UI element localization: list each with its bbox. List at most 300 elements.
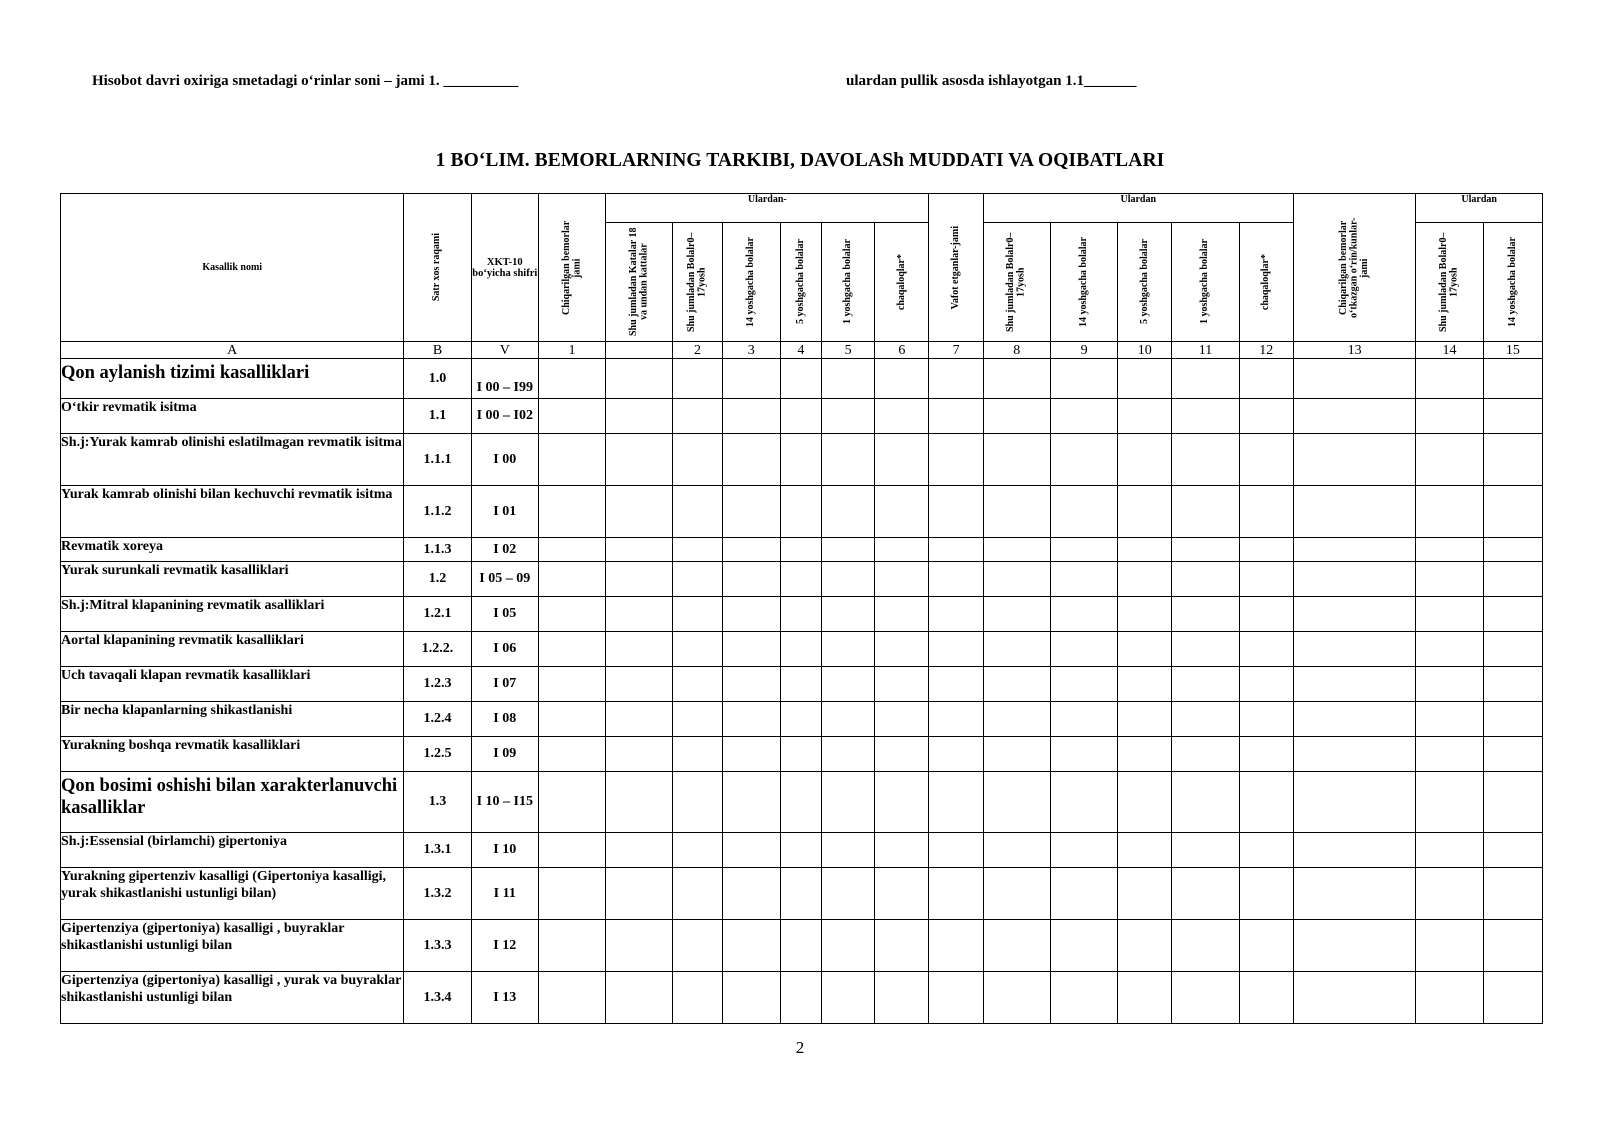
data-entry-cell[interactable] <box>983 538 1050 562</box>
data-entry-cell[interactable] <box>983 399 1050 434</box>
data-entry-cell[interactable] <box>929 632 983 667</box>
data-entry-cell[interactable] <box>1050 538 1117 562</box>
header-g1-adults <box>606 223 673 342</box>
data-entry-cell[interactable] <box>1239 538 1293 562</box>
data-entry-cell[interactable] <box>673 737 722 772</box>
data-entry-cell[interactable] <box>822 632 875 667</box>
data-entry-cell[interactable] <box>1293 833 1415 868</box>
data-entry-cell[interactable] <box>1293 632 1415 667</box>
data-entry-cell[interactable] <box>538 562 605 597</box>
data-entry-cell[interactable] <box>722 399 780 434</box>
data-entry-cell[interactable] <box>780 868 821 920</box>
data-entry-cell[interactable] <box>875 486 929 538</box>
header-discharged-total <box>538 194 605 342</box>
data-entry-cell[interactable] <box>1118 597 1172 632</box>
data-entry-cell[interactable] <box>780 833 821 868</box>
data-entry-cell[interactable] <box>606 972 673 1024</box>
icd-code-cell: I 10 <box>471 833 538 868</box>
data-entry-cell[interactable] <box>1172 868 1239 920</box>
data-entry-cell[interactable] <box>875 538 929 562</box>
data-entry-cell[interactable] <box>673 772 722 833</box>
data-entry-cell[interactable] <box>722 702 780 737</box>
data-entry-cell[interactable] <box>780 772 821 833</box>
data-entry-cell[interactable] <box>722 538 780 562</box>
data-entry-cell[interactable] <box>606 868 673 920</box>
data-entry-cell[interactable] <box>722 597 780 632</box>
data-entry-cell[interactable] <box>929 868 983 920</box>
data-entry-cell[interactable] <box>1416 702 1483 737</box>
data-entry-cell[interactable] <box>722 359 780 399</box>
data-entry-cell[interactable] <box>1293 562 1415 597</box>
data-entry-cell[interactable] <box>822 972 875 1024</box>
data-entry-cell[interactable] <box>1050 359 1117 399</box>
data-entry-cell[interactable] <box>722 667 780 702</box>
data-entry-cell[interactable] <box>1050 399 1117 434</box>
data-entry-cell[interactable] <box>673 399 722 434</box>
data-entry-cell[interactable] <box>1172 920 1239 972</box>
data-entry-cell[interactable] <box>1239 833 1293 868</box>
data-entry-cell[interactable] <box>929 772 983 833</box>
disease-name-cell: Sh.j:Yurak kamrab olinishi eslatilmagan revmatik isitma <box>61 434 404 486</box>
data-entry-cell[interactable] <box>822 562 875 597</box>
data-entry-cell[interactable] <box>722 833 780 868</box>
data-entry-cell[interactable] <box>538 972 605 1024</box>
data-entry-cell[interactable] <box>822 597 875 632</box>
data-entry-cell[interactable] <box>1239 667 1293 702</box>
header-g2-newborns-text: chaqaloqlar* <box>1260 253 1272 311</box>
data-entry-cell[interactable] <box>1483 538 1542 562</box>
data-entry-cell[interactable] <box>1172 772 1239 833</box>
data-entry-cell[interactable] <box>1483 972 1542 1024</box>
data-entry-cell[interactable] <box>1293 772 1415 833</box>
data-entry-cell[interactable] <box>1416 737 1483 772</box>
data-entry-cell[interactable] <box>780 667 821 702</box>
data-entry-cell[interactable] <box>1239 737 1293 772</box>
data-entry-cell[interactable] <box>1172 667 1239 702</box>
data-entry-cell[interactable] <box>1239 772 1293 833</box>
data-entry-cell[interactable] <box>1293 538 1415 562</box>
data-entry-cell[interactable] <box>929 597 983 632</box>
data-entry-cell[interactable] <box>1239 399 1293 434</box>
icd-code-cell: I 09 <box>471 737 538 772</box>
column-index-cell: V <box>471 342 538 359</box>
data-entry-cell[interactable] <box>722 486 780 538</box>
data-entry-cell[interactable] <box>1239 702 1293 737</box>
data-entry-cell[interactable] <box>673 920 722 972</box>
data-entry-cell[interactable] <box>875 597 929 632</box>
data-entry-cell[interactable] <box>606 632 673 667</box>
data-entry-cell[interactable] <box>929 833 983 868</box>
data-entry-cell[interactable] <box>1050 920 1117 972</box>
data-entry-cell[interactable] <box>673 972 722 1024</box>
data-entry-cell[interactable] <box>1172 359 1239 399</box>
data-entry-cell[interactable] <box>875 772 929 833</box>
data-entry-cell[interactable] <box>1483 772 1542 833</box>
data-entry-cell[interactable] <box>1293 702 1415 737</box>
data-entry-cell[interactable] <box>1118 972 1172 1024</box>
header-g2-under-14 <box>1050 223 1117 342</box>
data-entry-cell[interactable] <box>1050 562 1117 597</box>
data-entry-cell[interactable] <box>606 434 673 486</box>
data-entry-cell[interactable] <box>673 434 722 486</box>
data-entry-cell[interactable] <box>1050 772 1117 833</box>
data-entry-cell[interactable] <box>1172 434 1239 486</box>
data-entry-cell[interactable] <box>929 359 983 399</box>
data-entry-cell[interactable] <box>538 359 605 399</box>
data-entry-cell[interactable] <box>1416 597 1483 632</box>
data-entry-cell[interactable] <box>875 399 929 434</box>
data-entry-cell[interactable] <box>606 486 673 538</box>
icd-code-cell: I 02 <box>471 538 538 562</box>
data-entry-cell[interactable] <box>822 538 875 562</box>
data-entry-cell[interactable] <box>983 667 1050 702</box>
data-entry-cell[interactable] <box>875 562 929 597</box>
data-entry-cell[interactable] <box>983 737 1050 772</box>
data-entry-cell[interactable] <box>673 359 722 399</box>
data-entry-cell[interactable] <box>1172 486 1239 538</box>
data-entry-cell[interactable] <box>538 920 605 972</box>
data-entry-cell[interactable] <box>606 399 673 434</box>
data-entry-cell[interactable] <box>673 632 722 667</box>
data-entry-cell[interactable] <box>875 632 929 667</box>
column-index-cell: 15 <box>1483 342 1542 359</box>
header-g1-children-0-17-text: Shu jumladan Bolalr0–17yosh <box>686 232 708 332</box>
data-entry-cell[interactable] <box>983 632 1050 667</box>
data-entry-cell[interactable] <box>673 868 722 920</box>
column-index-cell: 9 <box>1050 342 1117 359</box>
data-entry-cell[interactable] <box>780 597 821 632</box>
data-entry-cell[interactable] <box>1172 562 1239 597</box>
data-entry-cell[interactable] <box>875 920 929 972</box>
data-entry-cell[interactable] <box>722 920 780 972</box>
data-entry-cell[interactable] <box>1483 920 1542 972</box>
data-entry-cell[interactable] <box>1483 359 1542 399</box>
data-entry-cell[interactable] <box>538 597 605 632</box>
data-entry-cell[interactable] <box>606 538 673 562</box>
column-index-cell: 6 <box>875 342 929 359</box>
data-entry-cell[interactable] <box>1416 486 1483 538</box>
data-entry-cell[interactable] <box>1483 597 1542 632</box>
data-entry-cell[interactable] <box>983 486 1050 538</box>
data-entry-cell[interactable] <box>1416 833 1483 868</box>
header-group-ulardan-1: Ulardan- <box>606 194 929 223</box>
data-entry-cell[interactable] <box>780 562 821 597</box>
data-entry-cell[interactable] <box>538 399 605 434</box>
data-entry-cell[interactable] <box>983 359 1050 399</box>
table-body <box>61 342 1543 1024</box>
data-entry-cell[interactable] <box>538 833 605 868</box>
header-g2-children-0-17 <box>983 223 1050 342</box>
data-entry-cell[interactable] <box>1293 972 1415 1024</box>
table-row <box>61 702 1543 737</box>
data-entry-cell[interactable] <box>983 868 1050 920</box>
page-number: 2 <box>795 1038 805 1057</box>
data-entry-cell[interactable] <box>983 833 1050 868</box>
data-entry-cell[interactable] <box>722 434 780 486</box>
data-entry-cell[interactable] <box>1293 359 1415 399</box>
data-entry-cell[interactable] <box>822 486 875 538</box>
column-index-cell: 7 <box>929 342 983 359</box>
data-entry-cell[interactable] <box>929 434 983 486</box>
data-entry-cell[interactable] <box>822 737 875 772</box>
data-entry-cell[interactable] <box>1416 399 1483 434</box>
data-entry-cell[interactable] <box>722 772 780 833</box>
data-entry-cell[interactable] <box>1483 833 1542 868</box>
row-code-cell: 1.3.4 <box>404 972 471 1024</box>
data-entry-cell[interactable] <box>983 972 1050 1024</box>
data-entry-cell[interactable] <box>875 434 929 486</box>
data-entry-cell[interactable] <box>1293 667 1415 702</box>
data-entry-cell[interactable] <box>1118 434 1172 486</box>
data-entry-cell[interactable] <box>1483 434 1542 486</box>
data-entry-cell[interactable] <box>983 702 1050 737</box>
data-entry-cell[interactable] <box>606 702 673 737</box>
data-entry-cell[interactable] <box>780 737 821 772</box>
data-entry-cell[interactable] <box>983 562 1050 597</box>
data-entry-cell[interactable] <box>1118 868 1172 920</box>
data-entry-cell[interactable] <box>1416 667 1483 702</box>
data-entry-cell[interactable] <box>983 772 1050 833</box>
data-entry-cell[interactable] <box>1118 632 1172 667</box>
header-g1-adults-text: Shu jumladan Katalar 18 va undan kattalar <box>627 227 650 337</box>
data-entry-cell[interactable] <box>1172 737 1239 772</box>
data-entry-cell[interactable] <box>538 434 605 486</box>
header-g2-children-0-17-text: Shu jumladan Bolalr0–17yosh <box>1005 232 1027 332</box>
header-g1-under-14 <box>722 223 780 342</box>
data-entry-cell[interactable] <box>875 702 929 737</box>
data-entry-cell[interactable] <box>1118 667 1172 702</box>
data-entry-cell[interactable] <box>1293 737 1415 772</box>
data-entry-cell[interactable] <box>780 538 821 562</box>
data-entry-cell[interactable] <box>1118 538 1172 562</box>
data-entry-cell[interactable] <box>1172 538 1239 562</box>
data-entry-cell[interactable] <box>1172 972 1239 1024</box>
data-entry-cell[interactable] <box>1172 632 1239 667</box>
table-row <box>61 737 1543 772</box>
data-entry-cell[interactable] <box>1172 702 1239 737</box>
data-entry-cell[interactable] <box>538 737 605 772</box>
data-entry-cell[interactable] <box>722 632 780 667</box>
column-index-cell: 8 <box>983 342 1050 359</box>
data-entry-cell[interactable] <box>1416 868 1483 920</box>
data-entry-cell[interactable] <box>780 399 821 434</box>
data-entry-cell[interactable] <box>1118 920 1172 972</box>
data-entry-cell[interactable] <box>822 667 875 702</box>
data-entry-cell[interactable] <box>1118 399 1172 434</box>
data-entry-cell[interactable] <box>1050 486 1117 538</box>
data-entry-cell[interactable] <box>822 920 875 972</box>
header-g3-under-14 <box>1483 223 1542 342</box>
header-g2-under-1 <box>1172 223 1239 342</box>
data-entry-cell[interactable] <box>1118 702 1172 737</box>
data-entry-cell[interactable] <box>1293 434 1415 486</box>
data-entry-cell[interactable] <box>822 399 875 434</box>
data-entry-cell[interactable] <box>673 538 722 562</box>
data-entry-cell[interactable] <box>780 359 821 399</box>
data-entry-cell[interactable] <box>875 868 929 920</box>
data-entry-cell[interactable] <box>606 920 673 972</box>
data-entry-cell[interactable] <box>1239 359 1293 399</box>
data-entry-cell[interactable] <box>1293 920 1415 972</box>
data-entry-cell[interactable] <box>606 562 673 597</box>
data-entry-cell[interactable] <box>822 359 875 399</box>
table-row <box>61 399 1543 434</box>
data-entry-cell[interactable] <box>929 562 983 597</box>
data-entry-cell[interactable] <box>1239 434 1293 486</box>
data-entry-cell[interactable] <box>780 486 821 538</box>
data-entry-cell[interactable] <box>1239 597 1293 632</box>
data-entry-cell[interactable] <box>1118 359 1172 399</box>
data-entry-cell[interactable] <box>780 434 821 486</box>
data-entry-cell[interactable] <box>1483 702 1542 737</box>
data-entry-cell[interactable] <box>722 868 780 920</box>
data-entry-cell[interactable] <box>929 737 983 772</box>
data-entry-cell[interactable] <box>1416 632 1483 667</box>
data-entry-cell[interactable] <box>538 702 605 737</box>
header-g2-under-5-text: 5 yoshgacha bolalar <box>1138 239 1150 325</box>
data-entry-cell[interactable] <box>1483 486 1542 538</box>
data-entry-cell[interactable] <box>1293 399 1415 434</box>
data-entry-cell[interactable] <box>1172 597 1239 632</box>
data-entry-cell[interactable] <box>1416 772 1483 833</box>
data-entry-cell[interactable] <box>1050 868 1117 920</box>
data-entry-cell[interactable] <box>1239 632 1293 667</box>
table-row <box>61 920 1543 972</box>
data-entry-cell[interactable] <box>538 632 605 667</box>
data-entry-cell[interactable] <box>1118 772 1172 833</box>
data-entry-cell[interactable] <box>983 434 1050 486</box>
data-entry-cell[interactable] <box>1483 667 1542 702</box>
disease-name-cell: Yurak surunkali revmatik kasalliklari <box>61 562 404 597</box>
data-entry-cell[interactable] <box>822 833 875 868</box>
data-entry-cell[interactable] <box>1416 920 1483 972</box>
data-entry-cell[interactable] <box>780 920 821 972</box>
data-entry-cell[interactable] <box>1416 359 1483 399</box>
data-entry-cell[interactable] <box>538 538 605 562</box>
data-entry-cell[interactable] <box>822 868 875 920</box>
icd-code-cell: I 13 <box>471 972 538 1024</box>
data-entry-cell[interactable] <box>780 632 821 667</box>
data-entry-cell[interactable] <box>1293 868 1415 920</box>
data-entry-cell[interactable] <box>1050 434 1117 486</box>
data-entry-cell[interactable] <box>1483 562 1542 597</box>
data-entry-cell[interactable] <box>538 772 605 833</box>
data-entry-cell[interactable] <box>929 972 983 1024</box>
header-g1-under-5 <box>780 223 821 342</box>
table-row <box>61 972 1543 1024</box>
data-entry-cell[interactable] <box>1050 737 1117 772</box>
data-entry-cell[interactable] <box>1118 737 1172 772</box>
data-entry-cell[interactable] <box>929 399 983 434</box>
data-entry-cell[interactable] <box>983 597 1050 632</box>
data-entry-cell[interactable] <box>606 597 673 632</box>
data-entry-cell[interactable] <box>1050 972 1117 1024</box>
data-entry-cell[interactable] <box>929 702 983 737</box>
data-entry-cell[interactable] <box>1172 833 1239 868</box>
header-g1-children-0-17 <box>673 223 722 342</box>
data-entry-cell[interactable] <box>1416 972 1483 1024</box>
data-entry-cell[interactable] <box>1293 486 1415 538</box>
data-entry-cell[interactable] <box>1416 562 1483 597</box>
data-entry-cell[interactable] <box>606 833 673 868</box>
data-entry-cell[interactable] <box>1118 833 1172 868</box>
column-index-cell <box>606 342 673 359</box>
data-entry-cell[interactable] <box>1050 702 1117 737</box>
data-entry-cell[interactable] <box>538 486 605 538</box>
data-entry-cell[interactable] <box>875 737 929 772</box>
data-entry-cell[interactable] <box>1239 972 1293 1024</box>
data-entry-cell[interactable] <box>1118 562 1172 597</box>
data-entry-cell[interactable] <box>673 486 722 538</box>
data-entry-cell[interactable] <box>1483 632 1542 667</box>
data-entry-cell[interactable] <box>929 486 983 538</box>
data-entry-cell[interactable] <box>673 562 722 597</box>
data-entry-cell[interactable] <box>1483 399 1542 434</box>
data-entry-cell[interactable] <box>1483 737 1542 772</box>
data-entry-cell[interactable] <box>1239 486 1293 538</box>
data-entry-cell[interactable] <box>929 538 983 562</box>
header-g3-children-0-17 <box>1416 223 1483 342</box>
data-entry-cell[interactable] <box>538 667 605 702</box>
column-index-cell: 14 <box>1416 342 1483 359</box>
data-entry-cell[interactable] <box>1050 632 1117 667</box>
data-entry-cell[interactable] <box>606 737 673 772</box>
data-entry-cell[interactable] <box>1050 597 1117 632</box>
data-entry-cell[interactable] <box>673 597 722 632</box>
disease-name-cell: Qon bosimi oshishi bilan xarakterlanuvchi kasalliklar <box>61 772 404 833</box>
data-entry-cell[interactable] <box>875 359 929 399</box>
data-entry-cell[interactable] <box>1050 667 1117 702</box>
data-entry-cell[interactable] <box>875 972 929 1024</box>
data-entry-cell[interactable] <box>1483 868 1542 920</box>
data-entry-cell[interactable] <box>673 702 722 737</box>
data-entry-cell[interactable] <box>780 702 821 737</box>
data-entry-cell[interactable] <box>722 972 780 1024</box>
data-entry-cell[interactable] <box>1293 597 1415 632</box>
data-entry-cell[interactable] <box>1118 486 1172 538</box>
data-entry-cell[interactable] <box>875 667 929 702</box>
data-entry-cell[interactable] <box>538 868 605 920</box>
table-row <box>61 359 1543 399</box>
data-entry-cell[interactable] <box>673 833 722 868</box>
data-entry-cell[interactable] <box>722 562 780 597</box>
data-entry-cell[interactable] <box>822 434 875 486</box>
data-entry-cell[interactable] <box>875 833 929 868</box>
data-entry-cell[interactable] <box>822 702 875 737</box>
data-entry-cell[interactable] <box>606 772 673 833</box>
data-entry-cell[interactable] <box>929 920 983 972</box>
data-entry-cell[interactable] <box>1239 868 1293 920</box>
data-entry-cell[interactable] <box>780 972 821 1024</box>
data-entry-cell[interactable] <box>1239 920 1293 972</box>
data-entry-cell[interactable] <box>1416 538 1483 562</box>
data-entry-cell[interactable] <box>606 359 673 399</box>
data-entry-cell[interactable] <box>722 737 780 772</box>
row-code-cell: 1.2.2. <box>404 632 471 667</box>
disease-name-cell: Uch tavaqali klapan revmatik kasalliklari <box>61 667 404 702</box>
row-code-cell: 1.2.3 <box>404 667 471 702</box>
table-row <box>61 772 1543 833</box>
data-entry-cell[interactable] <box>1172 399 1239 434</box>
data-entry-cell[interactable] <box>929 667 983 702</box>
data-entry-cell[interactable] <box>983 920 1050 972</box>
data-entry-cell[interactable] <box>1239 562 1293 597</box>
data-entry-cell[interactable] <box>673 667 722 702</box>
data-entry-cell[interactable] <box>606 667 673 702</box>
data-entry-cell[interactable] <box>822 772 875 833</box>
data-entry-cell[interactable] <box>1050 833 1117 868</box>
data-entry-cell[interactable] <box>1416 434 1483 486</box>
